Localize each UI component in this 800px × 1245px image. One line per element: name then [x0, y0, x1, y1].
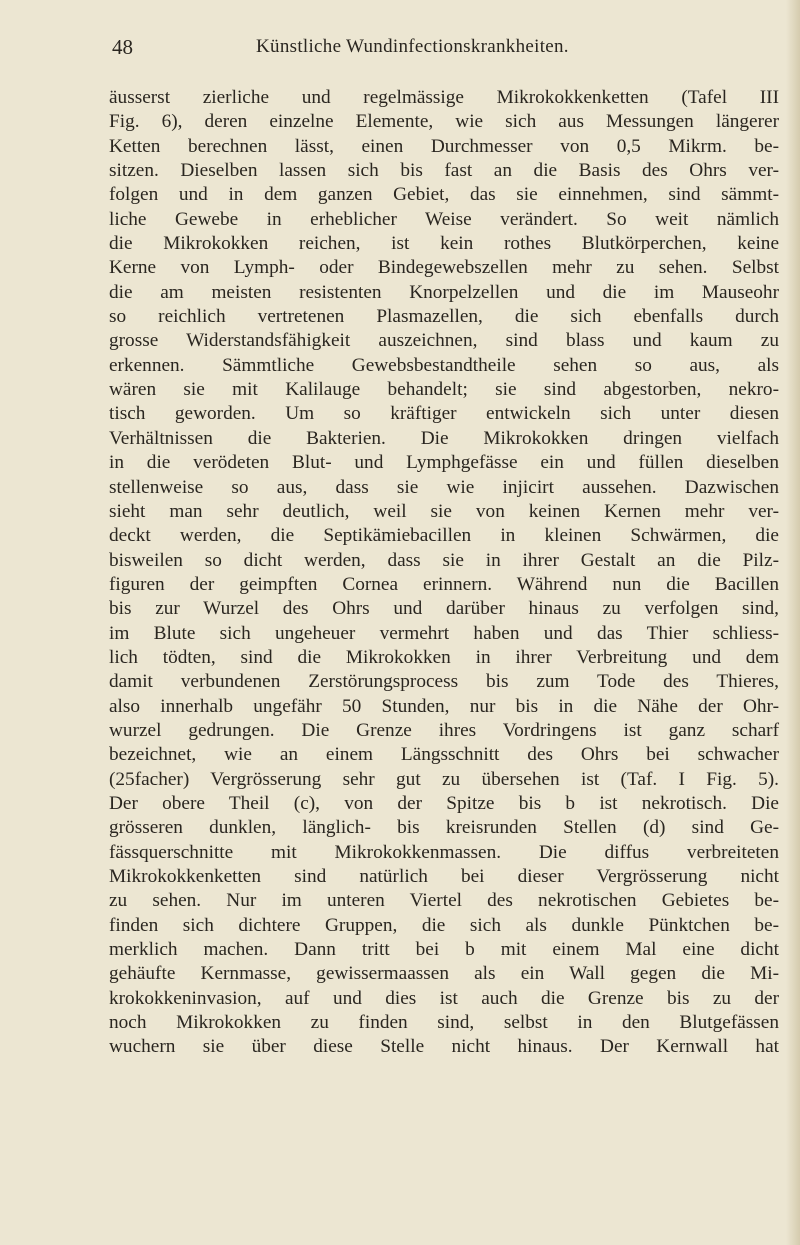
text-line: äusserst zierliche und regelmässige Mikrokokkenketten (Tafel III — [109, 87, 779, 108]
text-line: zu sehen. Nur im unteren Viertel des nekrotischen Gebietes be- — [109, 890, 779, 912]
text-line: wurzel gedrungen. Die Grenze ihres Vordringens ist ganz scharf — [109, 719, 779, 741]
text-line: merklich machen. Dann tritt bei b mit einem Mal eine dicht — [109, 939, 779, 961]
text-line: krokokkeninvasion, auf und dies ist auch die Grenze bis zu der — [109, 987, 779, 1009]
text-line: liche Gewebe in erheblicher Weise verändert. So weit nämlich — [109, 208, 779, 230]
text-line: Mikrokokkenketten sind natürlich bei dieser Vergrösserung nicht — [109, 866, 779, 887]
text-line: in die verödeten Blut- und Lymphgefässe ein und füllen dieselben — [109, 452, 779, 474]
text-line: Ketten berechnen lässt, einen Durchmesser von 0,5 Mikrm. be- — [109, 135, 779, 157]
text-line: deckt werden, die Septikämiebacillen in kleinen Schwärmen, die — [109, 525, 779, 547]
page-header — [0, 32, 800, 62]
text-line: lich tödten, sind die Mikrokokken in ihrer Verbreitung und dem — [109, 646, 779, 668]
text-line: (25facher) Vergrösserung sehr gut zu übersehen ist (Taf. I Fig. 5). — [109, 768, 779, 790]
text-line: wuchern sie über diese Stelle nicht hinaus. Der Kernwall hat — [109, 1036, 779, 1058]
text-line: finden sich dichtere Gruppen, die sich als dunkle Pünktchen be- — [109, 914, 779, 936]
text-line: fässquerschnitte mit Mikrokokkenmassen. Die diffus verbreiteten — [109, 841, 779, 863]
text-line: grosse Widerstandsfähigkeit auszeichnen, sind blass und kaum zu — [109, 330, 779, 352]
text-line: wären sie mit Kalilauge behandelt; sie sind abgestorben, nekro- — [109, 379, 779, 401]
text-line: folgen und in dem ganzen Gebiet, das sie einnehmen, sind sämmt- — [109, 184, 779, 206]
text-line: Kerne von Lymph- oder Bindegewebszellen mehr zu sehen. Selbst — [109, 257, 779, 279]
text-line: die am meisten resistenten Knorpelzellen und die im Mauseohr — [109, 281, 779, 303]
text-line: figuren der geimpften Cornea erinnern. Während nun die Bacillen — [109, 573, 779, 595]
text-line: gehäufte Kernmasse, gewissermaassen als ein Wall gegen die Mi- — [109, 963, 779, 985]
text-line: grösseren dunklen, länglich- bis kreisrunden Stellen (d) sind Ge- — [109, 817, 779, 839]
text-line: bezeichnet, wie an einem Längsschnitt des Ohrs bei schwacher — [109, 744, 779, 766]
text-line: bisweilen so dicht werden, dass sie in ihrer Gestalt an die Pilz- — [109, 549, 779, 571]
page-edge-shadow — [786, 0, 800, 1245]
text-line: bis zur Wurzel des Ohrs und darüber hinaus zu verfolgen sind, — [109, 598, 779, 620]
text-line: also innerhalb ungefähr 50 Stunden, nur bis in die Nähe der Ohr- — [109, 695, 779, 717]
text-line: erkennen. Sämmtliche Gewebsbestandtheile sehen so aus, als — [109, 354, 779, 376]
running-title: Künstliche Wundinfectionskrankheiten. — [256, 36, 569, 57]
text-line: Fig. 6), deren einzelne Elemente, wie sich aus Messungen längerer — [109, 111, 779, 133]
text-line: Verhältnissen die Bakterien. Die Mikrokokken dringen vielfach — [109, 427, 779, 449]
body-paragraph — [109, 86, 779, 1060]
text-line: im Blute sich ungeheuer vermehrt haben und das Thier schliess- — [109, 622, 779, 644]
text-line: stellenweise so aus, dass sie wie injicirt aussehen. Dazwischen — [109, 476, 779, 498]
text-line: so reichlich vertretenen Plasmazellen, die sich ebenfalls durch — [109, 306, 779, 328]
text-line: noch Mikrokokken zu finden sind, selbst in den Blutgefässen — [109, 1012, 779, 1034]
page-number: 48 — [112, 35, 133, 59]
text-line: tisch geworden. Um so kräftiger entwickeln sich unter diesen — [109, 403, 779, 425]
text-line: die Mikrokokken reichen, ist kein rothes Blutkörperchen, keine — [109, 233, 779, 255]
text-line: Der obere Theil (c), von der Spitze bis b ist nekrotisch. Die — [109, 792, 779, 814]
text-line: sitzen. Dieselben lassen sich bis fast an die Basis des Ohrs ver- — [109, 160, 779, 182]
text-line: damit verbundenen Zerstörungsprocess bis zum Tode des Thieres, — [109, 671, 779, 693]
text-line: sieht man sehr deutlich, weil sie von keinen Kernen mehr ver- — [109, 500, 779, 522]
